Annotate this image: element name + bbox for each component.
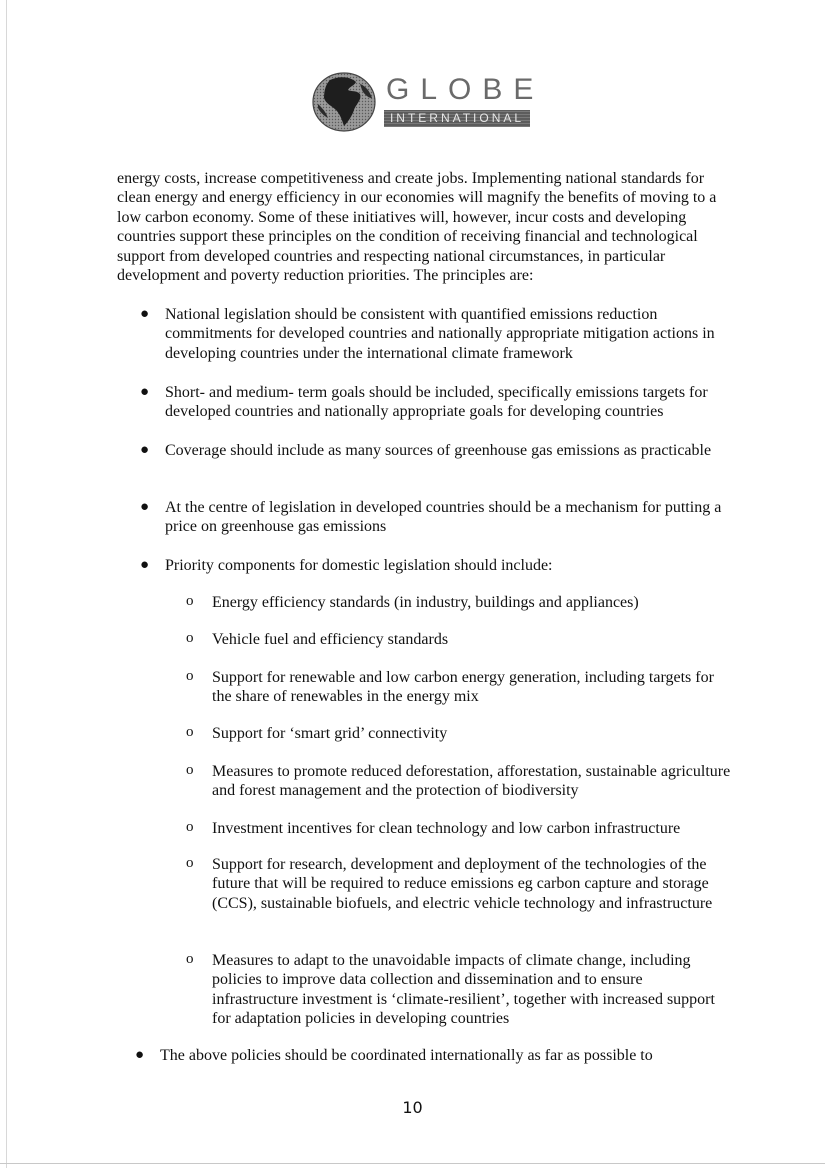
globe-icon [310, 70, 378, 134]
list-item [135, 1046, 730, 1065]
hollow-bullet-icon: o [186, 855, 194, 871]
hollow-bullet-icon: o [186, 762, 194, 778]
bullet-icon: ● [140, 384, 150, 400]
sub-list-item-text: Measures to promote reduced deforestation, afforestation, sustainable agriculture and forest management and the protection of biodiversity [212, 763, 731, 800]
sub-list-item-text: Investment incentives for clean technology and low carbon infrastructure [212, 820, 681, 837]
sub-list-item [186, 630, 732, 649]
sub-list-item-text: Support for research, development and deployment of the technologies of the future that will be required to reduce emissions eg carbon capture and storage (CCS), sustainable biofuels, and electric vehicle technology and infrastructure [212, 856, 713, 912]
sub-list-item-text: Measures to adapt to the unavoidable impacts of climate change, including policies to improve data collection and dissemination and to ensure infrastructure investment is ‘climate-resilient’, together with increased support for adaptation policies in developing countries [212, 952, 715, 1028]
bullet-icon: ● [140, 557, 150, 573]
list-item-text: The above policies should be coordinated internationally as far as possible to [160, 1047, 653, 1064]
logo-wordmark: GLOBE [386, 73, 545, 106]
scan-edge-bottom [0, 1163, 825, 1164]
list-item [140, 556, 735, 575]
sub-list-item-text: Energy efficiency standards (in industry, buildings and appliances) [212, 594, 639, 611]
list-item [140, 305, 735, 363]
sub-list-item [186, 593, 732, 612]
sub-list-item [186, 819, 732, 838]
sub-list-item-text: Support for renewable and low carbon energy generation, including targets for the share of renewables in the energy mix [212, 669, 714, 706]
sub-list-item-text: Vehicle fuel and efficiency standards [212, 631, 449, 648]
sub-list-item [186, 724, 732, 743]
sub-list-item [186, 668, 732, 707]
sub-list-item-text: Support for ‘smart grid’ connectivity [212, 725, 448, 742]
intro-paragraph: energy costs, increase competitiveness and create jobs. Implementing national standards for clean energy and energy efficiency in our economies will magnify the benefits of moving to a low carbon economy. Some of these initiatives will, however, incur costs and developing countries support these principles on the condition of receiving financial and technological support from developed countries and respecting national circumstances, in particular development and poverty reduction priorities. The principles are: [117, 170, 717, 285]
scan-edge-left [6, 0, 7, 1168]
bullet-icon: ● [140, 306, 150, 322]
list-item-text: National legislation should be consistent with quantified emissions reduction commitments for developed countries and nationally appropriate mitigation actions in developing countries under the international climate framework [165, 306, 715, 362]
sub-list-item [186, 762, 732, 801]
list-item [140, 441, 735, 460]
hollow-bullet-icon: o [186, 724, 194, 740]
page-number: 10 [402, 1098, 423, 1117]
bullet-icon: ● [135, 1047, 145, 1063]
hollow-bullet-icon: o [186, 668, 194, 684]
sub-list-item [186, 855, 732, 913]
logo-subtitle: INTERNATIONAL [384, 110, 530, 127]
globe-international-logo [310, 70, 545, 134]
hollow-bullet-icon: o [186, 630, 194, 646]
hollow-bullet-icon: o [186, 951, 194, 967]
list-item-text: Coverage should include as many sources of greenhouse gas emissions as practicable [165, 442, 712, 459]
hollow-bullet-icon: o [186, 593, 194, 609]
list-item [140, 383, 735, 422]
sub-list-item [186, 951, 732, 1029]
bullet-icon: ● [140, 442, 150, 458]
hollow-bullet-icon: o [186, 819, 194, 835]
bullet-icon: ● [140, 499, 150, 515]
list-item-text: Priority components for domestic legislation should include: [165, 557, 553, 574]
list-item-text: At the centre of legislation in developed countries should be a mechanism for putting a price on greenhouse gas emissions [165, 499, 722, 536]
list-item-text: Short- and medium- term goals should be included, specifically emissions targets for developed countries and nationally appropriate goals for developing countries [165, 384, 708, 421]
list-item [140, 498, 735, 537]
